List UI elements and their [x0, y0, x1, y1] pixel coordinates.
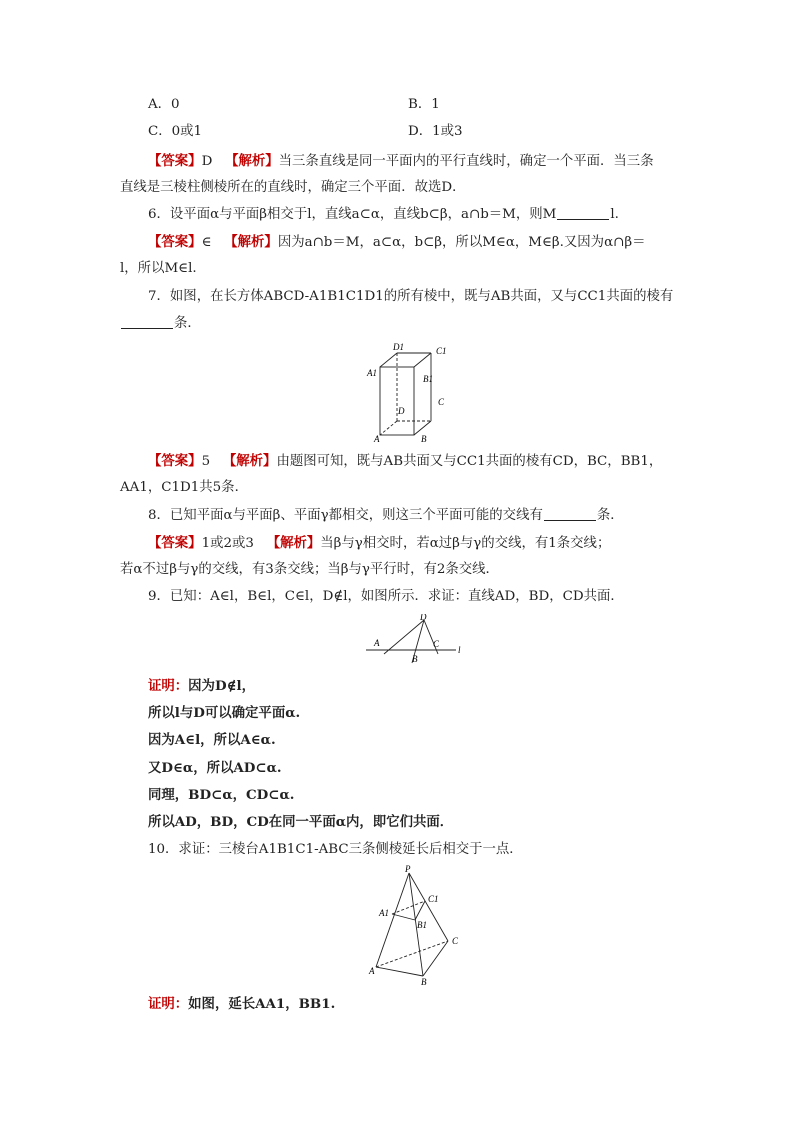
answer-tag: 【答案】 [148, 453, 202, 469]
q9-proof-l2: 所以l与D可以确定平面α. [148, 705, 301, 721]
q8-stem [148, 507, 624, 525]
option-c: C．0或1 [148, 124, 203, 139]
label-a: A [369, 966, 375, 976]
q9-proof-l5: 同理，BD⊂α，CD⊂α. [148, 787, 295, 803]
analysis-tag: 【解析】 [266, 535, 321, 551]
answer-value: 5 [201, 454, 211, 469]
q9-proof-l4: 又D∈α，所以AD⊂α. [148, 760, 282, 776]
proof-text: 如图，延长AA1，BB1. [188, 996, 336, 1012]
label-p: P [405, 864, 411, 874]
answer-value: 1或2或3 [201, 536, 254, 551]
q8-stem-end: 条． [596, 508, 624, 523]
answer-value: ∈ [201, 235, 212, 250]
label-c1: C1 [436, 346, 447, 356]
q9-proof-l6: 所以AD，BD，CD在同一平面α内，即它们共面． [148, 814, 454, 830]
label-a: A [374, 638, 380, 648]
q9-proof-l1 [148, 677, 255, 696]
q8-answer-line [148, 534, 610, 553]
label-c: C [433, 639, 440, 649]
analysis-tag: 【解析】 [224, 234, 278, 250]
q7-analysis-cont: AA1，C1D1共5条． [120, 480, 248, 495]
q6-stem [148, 206, 619, 224]
proof-tag: 证明： [148, 996, 189, 1012]
cuboid-figure [360, 340, 460, 446]
label-c: C [438, 397, 445, 407]
label-c: C [452, 936, 459, 946]
label-a: A [374, 434, 380, 444]
q5-analysis-cont: 直线是三棱柱侧棱所在的直线时，确定三个平面．故选D． [120, 180, 466, 195]
q8-stem-text: 8．已知平面α与平面β、平面γ都相交，则这三个平面可能的交线有 [148, 508, 543, 523]
answer-tag: 【答案】 [148, 153, 202, 169]
proof-text: 因为D∉l， [188, 678, 255, 694]
option-a: A．0 [148, 97, 180, 112]
q7-stem: 7．如图，在长方体ABCD-A1B1C1D1的所有棱中，既与AB共面，又与CC1共面的棱有 [148, 289, 674, 304]
q9-stem: 9．已知：A∈l，B∈l，C∈l，D∉l，如图所示．求证：直线AD，BD，CD共面． [148, 589, 624, 604]
analysis-tag: 【解析】 [222, 453, 277, 469]
q10-proof-l1 [148, 995, 335, 1014]
q7-stem-end: 条． [174, 316, 201, 331]
proof-tag: 证明： [148, 678, 189, 694]
answer-tag: 【答案】 [148, 234, 202, 250]
q9-proof-l3: 因为A∈l，所以A∈α. [148, 732, 276, 748]
q6-stem-text: 6．设平面α与平面β相交于l，直线a⊂α，直线b⊂β，a∩b＝M，则M [148, 207, 557, 222]
analysis-text: 由题图可知，既与AB共面又与CC1共面的棱有CD，BC，BB1， [276, 454, 663, 469]
option-b: B．1 [408, 97, 440, 112]
label-c1: C1 [428, 894, 439, 904]
label-b: B [421, 977, 427, 986]
answer-value: D [201, 154, 213, 169]
answer-blank [121, 315, 173, 329]
q8-analysis-cont: 若α不过β与γ的交线，有3条交线；当β与γ平行时，有2条交线． [120, 562, 499, 577]
analysis-text: 当β与γ相交时，若α过β与γ的交线，有1条交线； [320, 536, 611, 551]
label-l: l [458, 645, 461, 655]
answer-tag: 【答案】 [148, 535, 202, 551]
label-d: D [420, 614, 427, 622]
label-b1: B1 [417, 920, 427, 930]
label-a1: A1 [379, 908, 389, 918]
answer-blank [557, 206, 609, 220]
q7-stem-cont [120, 315, 201, 333]
label-d1: D1 [393, 342, 404, 352]
label-d: D [398, 406, 405, 416]
analysis-text: 因为a∩b＝M，a⊂α，b⊂β，所以M∈α，M∈β.又因为α∩β＝ [277, 235, 646, 250]
answer-blank [544, 507, 596, 521]
analysis-tag: 【解析】 [225, 153, 279, 169]
q6-stem-end: l. [610, 207, 619, 222]
q6-analysis-cont: l，所以M∈l. [120, 261, 197, 276]
q10-stem: 10．求证：三棱台A1B1C1-ABC三条侧棱延长后相交于一点． [148, 842, 523, 857]
q7-answer-line [148, 452, 662, 471]
label-b1: B1 [423, 374, 433, 384]
line-point-figure [362, 614, 472, 664]
frustum-figure [365, 864, 465, 986]
q6-answer-line [148, 233, 645, 252]
option-d: D．1或3 [408, 124, 463, 139]
analysis-text: 当三条直线是同一平面内的平行直线时，确定一个平面．当三条 [278, 154, 654, 169]
label-a1: A1 [367, 368, 377, 378]
label-b: B [412, 654, 418, 664]
q5-answer-line [148, 152, 654, 171]
label-b: B [421, 434, 427, 444]
